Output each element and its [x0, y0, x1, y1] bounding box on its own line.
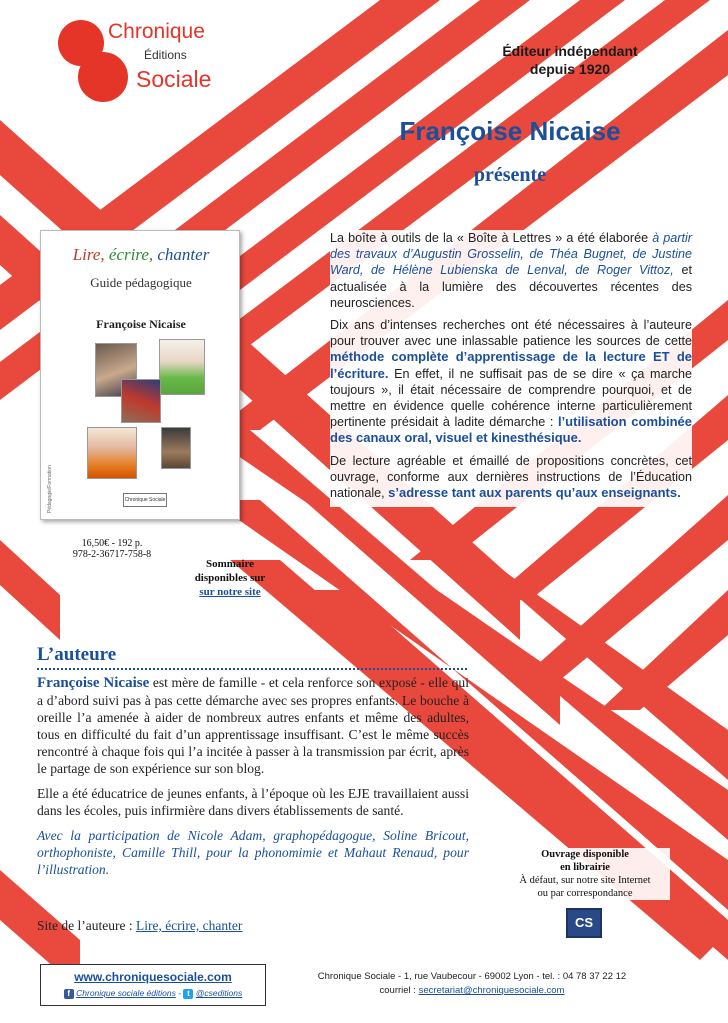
presents-heading: présente [473, 164, 547, 186]
footer-separator: - [178, 988, 182, 998]
footer-links-box [40, 964, 266, 1006]
bio-author-name: Françoise Nicaise [37, 675, 150, 691]
publisher-tagline [470, 42, 670, 78]
availability-title-2: en librairie [560, 862, 610, 873]
badge-text: Chronique Sociale [124, 497, 166, 503]
description-paragraph-1 [330, 230, 692, 311]
sommaire-block [180, 557, 280, 599]
book-subtitle: Guide pédagogique [90, 275, 192, 290]
book-title-word-2: écrire, [108, 245, 154, 264]
section-divider [37, 668, 467, 670]
availability-block [500, 848, 670, 900]
desc-p1-end: et actualisée à la lumière des découvertes récentes des neurosciences. [330, 263, 692, 310]
author-heading: Françoise Nicaise [399, 116, 621, 146]
author-site-line [37, 918, 242, 934]
footer-email-label: courriel : [379, 985, 416, 996]
availability-title-1: Ouvrage disponible [541, 849, 629, 860]
availability-line-2: ou par correspondance [537, 888, 633, 899]
desc-p2-start: Dix ans d’intenses recherches ont été nécessaires à l’auteure pour trouver avec une inlassable patience les sources de cette [330, 318, 692, 349]
price-pages: 16,50€ - 192 p. [81, 538, 143, 549]
facebook-link[interactable]: Chronique sociale éditions [76, 988, 176, 998]
logo-line-3: Sociale [136, 66, 212, 92]
footer-email-link[interactable]: secretariat@chroniquesociale.com [418, 985, 565, 996]
footer-contact [282, 970, 662, 998]
cover-photo-classroom [121, 379, 161, 423]
desc-p2-highlight-2: l’utilisation combinée des canaux oral, visuel et kinesthésique. [330, 414, 692, 446]
bio-contributors: Avec la participation de Nicole Adam, graphopédagogue, Soline Bricout, orthophoniste, Camille Thill, pour la phonomimie et Mahaut Renaud, pour l’illustration. [37, 828, 469, 877]
book-title-word-1: Lire, [72, 245, 105, 264]
bio-paragraph-2: Elle a été éducatrice de jeunes enfants, à l’époque où les EJE travaillaient aussi dans les écoles, puis infirmière dans divers établissements de santé. [37, 786, 469, 818]
cs-badge-icon[interactable] [566, 908, 602, 938]
publisher-logo[interactable] [52, 14, 242, 104]
description-paragraph-3 [330, 453, 692, 502]
footer-website-link[interactable]: www.chroniquesociale.com [74, 970, 232, 984]
author-site-link[interactable]: Lire, écrire, chanter [135, 918, 243, 933]
book-spine-label: Pédagogie/Formation [47, 465, 53, 513]
author-site-label: Site de l’auteure : [37, 918, 133, 933]
logo-line-1: Chronique [108, 20, 205, 43]
desc-p1-start: La boîte à outils de la « Boîte à Lettres » a été élaborée [330, 231, 649, 245]
cover-photo-child-2 [159, 339, 205, 395]
desc-p3-start: De lecture agréable et émaillé de propositions concrètes, cet ouvrage, conforme aux dernières instructions de l’Éducation nationale, [330, 453, 692, 501]
facebook-icon[interactable]: f [64, 989, 74, 999]
book-publisher-badge [123, 493, 167, 507]
book-cover-author: Françoise Nicaise [96, 317, 186, 331]
book-info [52, 538, 172, 560]
bio-paragraph-1 [37, 674, 469, 777]
sommaire-link[interactable]: sur notre site [199, 586, 261, 598]
desc-p2-highlight-1: méthode complète d’apprentissage de la lecture ET de l’écriture. [330, 349, 692, 381]
logo-line-2: Éditions [144, 48, 187, 62]
desc-p2-mid: En effet, il ne suffisait pas de se dire « ça marche toujours », il était nécessaire de comprendre pourquoi, et de mettre en évidence quelle cohérence interne particulièrement pertinente présidait à ladite démarche : [330, 366, 692, 430]
book-title [41, 245, 241, 265]
book-title-word-3: chanter [157, 245, 210, 264]
cs-badge-text: CS [574, 915, 594, 930]
desc-p1-italic: à partir des travaux d’Augustin Grosselin, de Théa Bugnet, de Justine Ward, de Hélène Lubienska de Lenval, de Roger Vittoz, [330, 231, 692, 278]
bio-p1-text: est mère de famille - et cela renforce son exposé - elle qui a d’abord suivi pas à pas cette démarche avec ses propres enfants. Le bouche à oreille l’a amenée à aider de nombreux autres enfants et même des adultes, tous en difficulté du fait d’un apprentissage insuffisant. C’est le même succès rencontré à chaque fois qui l’a incitée à passer à la transmission par écrit, après le partage de son expérience sur son blog. [37, 675, 469, 776]
tagline-line-1: Éditeur indépendant [502, 43, 638, 59]
author-section-title: L’auteure [37, 644, 117, 665]
book-description [330, 230, 692, 507]
sommaire-line-1: Sommaire [205, 558, 255, 570]
desc-p3-highlight: s’adresse tant aux parents qu’aux enseignants. [388, 485, 681, 501]
cover-photo-hand [161, 427, 191, 469]
availability-line-1: À défaut, sur notre site Internet [519, 875, 651, 886]
description-paragraph-2 [330, 317, 692, 447]
book-cover[interactable] [40, 230, 240, 520]
cover-photo-child-3 [87, 427, 137, 479]
isbn: 978-2-36717-758-8 [72, 549, 152, 560]
sommaire-line-2: disponibles sur [194, 572, 266, 584]
tagline-line-2: depuis 1920 [529, 61, 611, 77]
logo-circle-bottom [78, 52, 128, 102]
twitter-link[interactable]: @cseditions [195, 988, 243, 998]
footer-address: Chronique Sociale - 1, rue Vaubecour - 69002 Lyon - tel. : 04 78 37 22 12 [317, 971, 627, 982]
author-bio [37, 674, 469, 886]
twitter-icon[interactable]: t [183, 989, 193, 999]
